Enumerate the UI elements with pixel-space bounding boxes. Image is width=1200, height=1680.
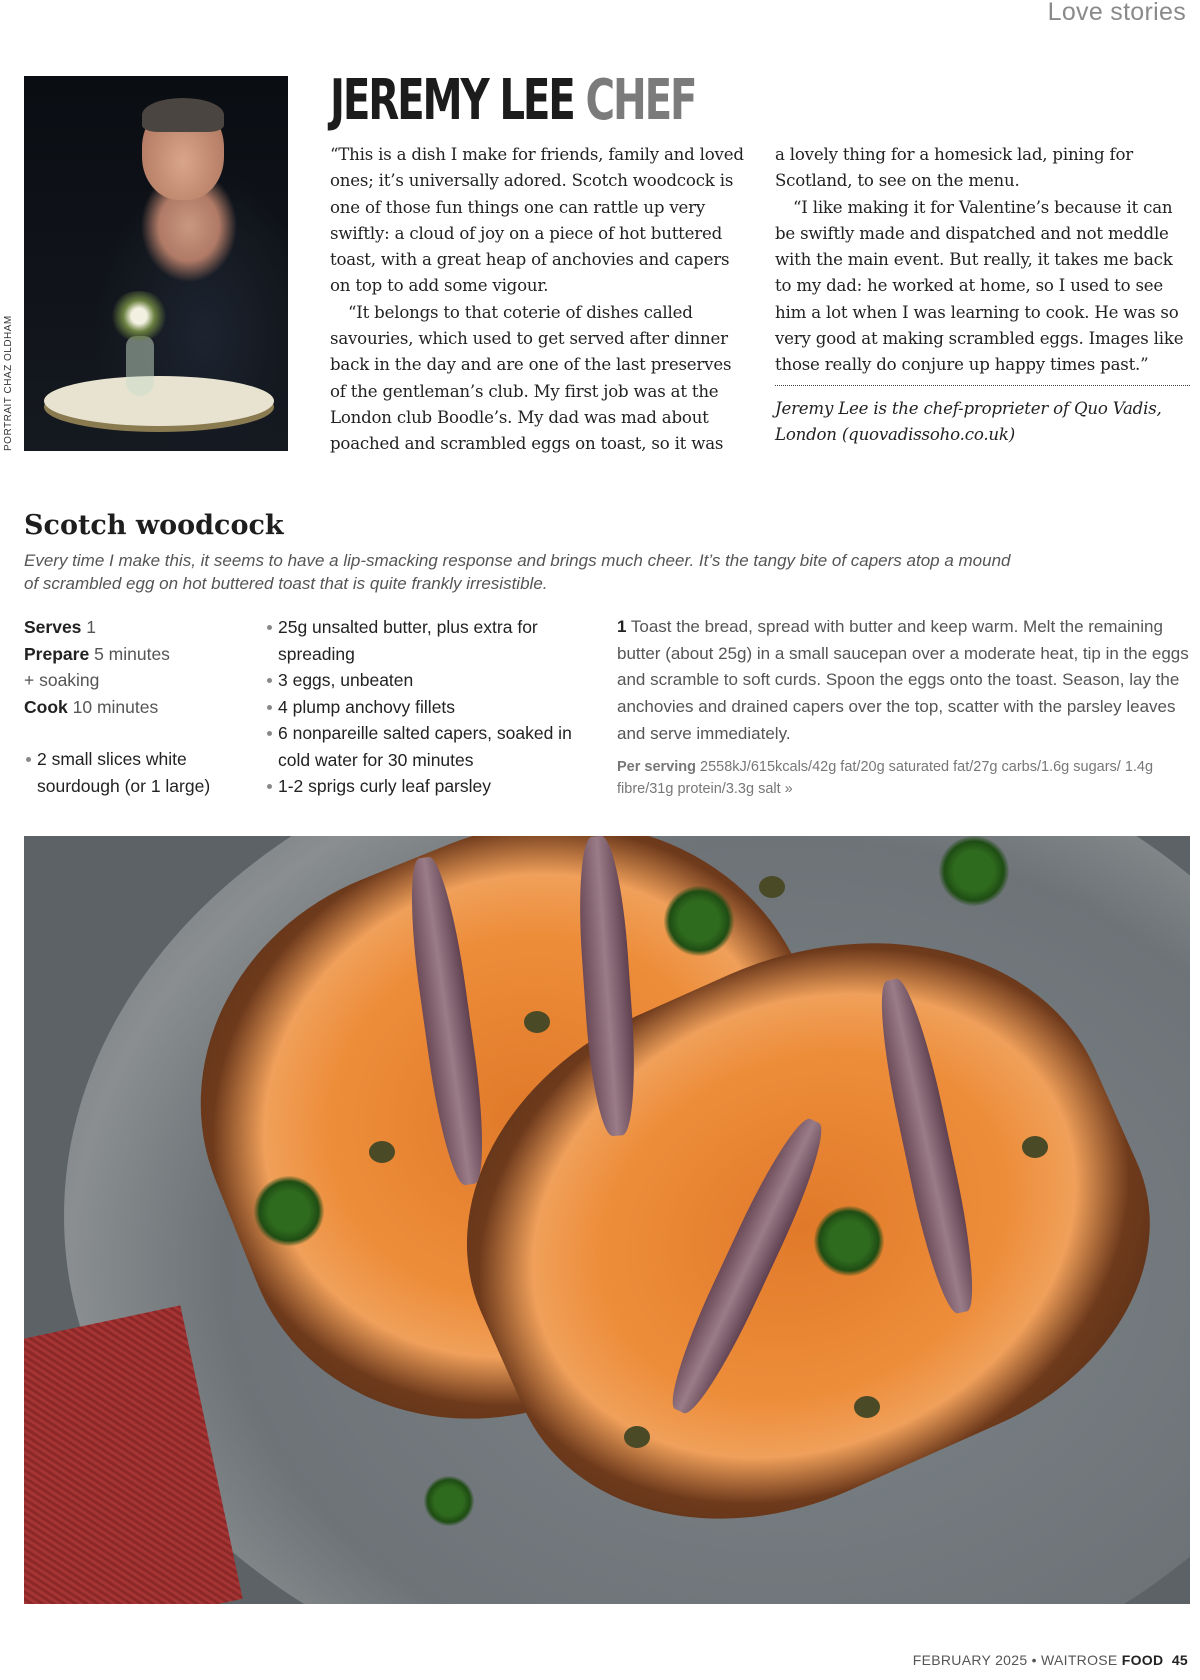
divider [775, 385, 1190, 386]
headline-name: JEREMY LEE [330, 68, 574, 133]
recipe-photo [24, 836, 1190, 1604]
prepare-label: Prepare [24, 643, 90, 664]
step-number: 1 [617, 617, 627, 636]
footer-brand: FOOD [1121, 1652, 1164, 1668]
article-column-2 [775, 142, 1190, 448]
ingredient-item: 2 small slices white sourdough (or 1 large) [24, 746, 254, 799]
ingredient-item: 4 plump anchovy fillets [265, 694, 595, 721]
recipe-title: Scotch woodcock [24, 510, 284, 541]
page-number: 45 [1171, 1652, 1188, 1668]
ingredient-item: 1-2 sprigs curly leaf parsley [265, 773, 595, 800]
page-footer [913, 1652, 1188, 1668]
cook-label: Cook [24, 696, 68, 717]
article-headline [330, 68, 695, 133]
paragraph: “This is a dish I make for friends, family and loved ones; it’s universally adored. Scotch woodcock is one of those fun things one can rattle up very swiftly: a cloud of joy on a piece of hot buttered toast, with a great heap of anchovies and capers on top to add some vigour. [330, 145, 744, 296]
ingredients-list [24, 746, 254, 799]
nutrition-label: Per serving [617, 759, 696, 775]
footer-issue: FEBRUARY 2025 • WAITROSE [912, 1652, 1118, 1668]
recipe-info [24, 614, 254, 720]
step-text: Toast the bread, spread with butter and keep warm. Melt the remaining butter (about 25g) in a small saucepan over a moderate heat, tip in the eggs and scramble to soft curds. Spoon the eggs onto the toast. Season, lay the anchovies and drained capers over the top, scatter with the parsley leaves and serve immediately. [617, 617, 1189, 743]
headline-role: CHEF [585, 68, 696, 133]
prepare-extra: + soaking [24, 670, 100, 690]
serves-value: 1 [86, 617, 97, 637]
nutrition-info [617, 756, 1192, 800]
chef-portrait-photo [24, 76, 288, 451]
ingredient-item: 3 eggs, unbeaten [265, 667, 595, 694]
serves-label: Serves [24, 617, 82, 637]
paragraph: “It belongs to that coterie of dishes called savouries, which used to get served after dinner back in the day and are one of the last preserves of the gentleman’s club. My first job was at the London club Boodle’s. My dad was mad about poached and scrambled eggs on toast, so it was [330, 302, 732, 454]
article-column-1 [330, 142, 750, 458]
recipe-intro: Every time I make this, it seems to have a lip-smacking response and brings much cheer. It’s the tangy bite of capers atop a mound of scrambled egg on hot buttered toast that is quite frankly irresistible. [24, 551, 1011, 593]
cook-value: 10 minutes [72, 696, 159, 717]
prepare-value: 5 minutes [94, 643, 170, 664]
photo-credit: PORTRAIT CHAZ OLDHAM [3, 315, 14, 451]
ingredient-item: 6 nonpareille salted capers, soaked in cold water for 30 minutes [265, 720, 595, 773]
nutrition-values: 2558kJ/615kcals/42g fat/20g saturated fat/27g carbs/1.6g sugars/ 1.4g fibre/31g protein/3.3g salt » [617, 759, 1154, 797]
paragraph: “I like making it for Valentine’s because it can be swiftly made and dispatched and not meddle with the main event. But really, it takes me back to my dad: he worked at home, so I used to see him a lot when I was learning to cook. He was so very good at making scrambled eggs. Images like those really do conjure up happy times past.” [775, 197, 1184, 375]
paragraph: a lovely thing for a homesick lad, pining for Scotland, to see on the menu. [775, 145, 1133, 191]
section-title: Love stories [1047, 0, 1186, 26]
chef-bio: Jeremy Lee is the chef-proprieter of Quo Vadis, London (quovadissoho.co.uk) [775, 398, 1162, 444]
ingredients-list [265, 614, 595, 800]
method-step [617, 614, 1192, 748]
ingredient-item: 25g unsalted butter, plus extra for spreading [265, 614, 595, 667]
